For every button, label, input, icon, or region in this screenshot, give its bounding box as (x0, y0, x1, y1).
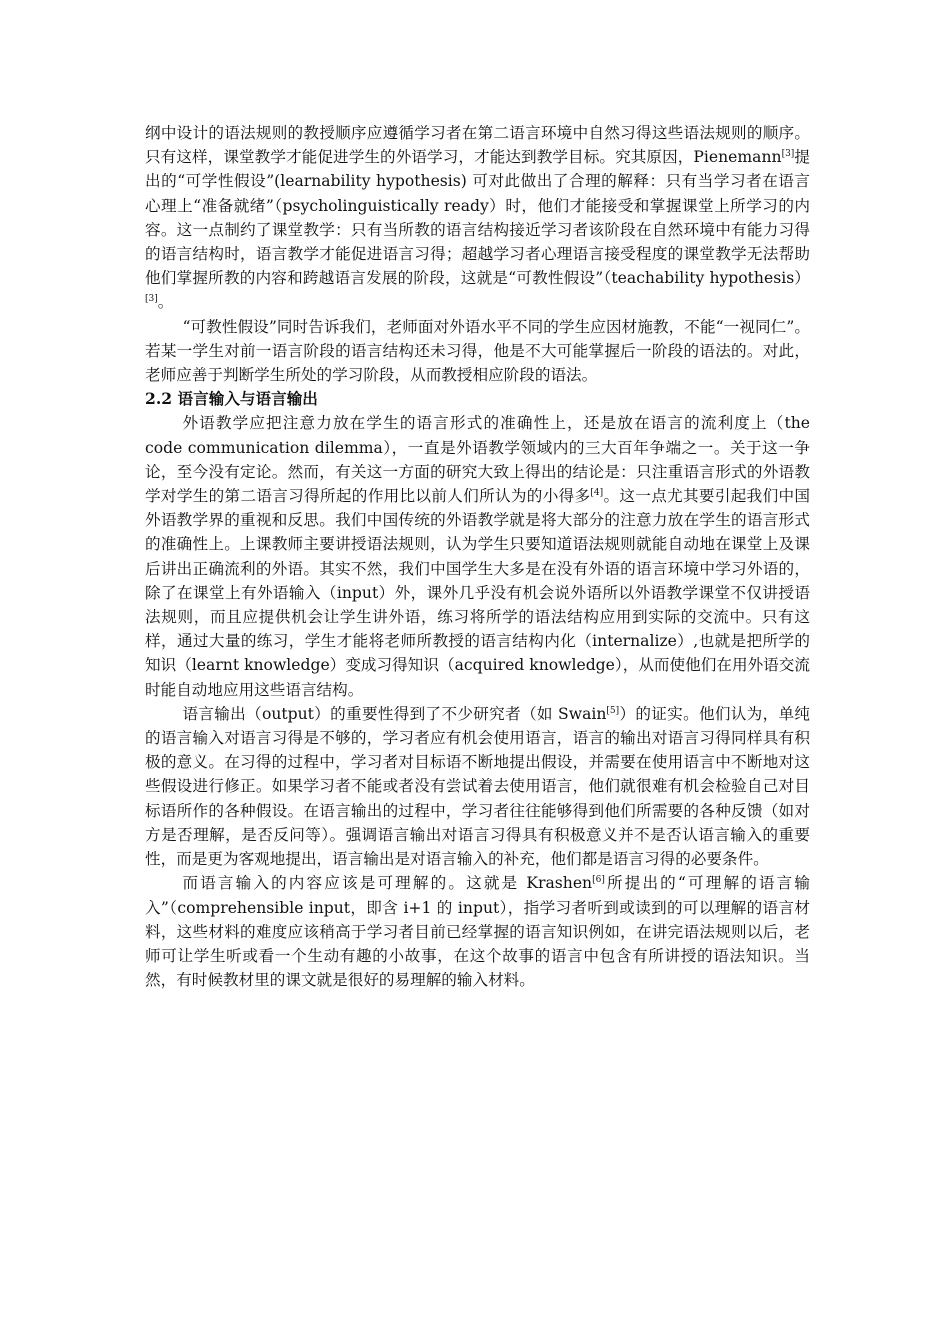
section-heading (145, 387, 810, 411)
text-run: “可教性假设”同时告诉我们，老师面对外语水平不同的学生应因材施教，不能“一视同仁”。若某一学生对前一语言阶段的语言结构还未习得，他是不大可能掌握后一阶段的语法的。对此，老师应善于判断学生所处的学习阶段，从而教授相应阶段的语法。 (145, 317, 810, 385)
text-run: 所提出的“可理解的语言输入”（comprehensible input，即含 i+1 的 input），指学习者听到或读到的可以理解的语言材料，这些材料的难度应该稍高于学习者目前已经掌握的语言知识例如，在讲完语法规则以后，老师可让学生听或看一个生动有趣的小故事，在这个故事的语言中包含有所讲授的语法知识。当然，有时候教材里的课文就是很好的易理解的输入材料。 (145, 874, 810, 990)
text-run: 纲中设计的语法规则的教授顺序应遵循学习者在第二语言环境中自然习得这些语法规则的顺序。只有这样，课堂教学才能促进学生的外语学习，才能达到教学目标。究其原因，Pienemann (145, 124, 810, 167)
body-paragraph (145, 315, 810, 388)
citation-ref: [3] (145, 294, 158, 305)
text-run: 。这一点尤其要引起我们中国外语教学界的重视和反思。我们中国传统的外语教学就是将大部分的注意力放在学生的语言形式的准确性上。上课教师主要讲授语法规则，认为学生只要知道语法规则就能自动地在课堂上及课后讲出正确流利的外语。其实不然，我们中国学生大多是在没有外语的语言环境中学习外语的，除了在课堂上有外语输入（input）外，课外几乎没有机会说外语所以外语教学课堂不仅讲授语法规则，而且应提供机会让学生讲外语，练习将所学的语法结构应用到实际的交流中。只有这样，通过大量的练习，学生才能将老师所教授的语言结构内化（internalize）,也就是把所学的知识（learnt knowledge）变成习得知识（acquired knowledge），从而使他们在用外语交流时能自动地应用这些语言结构。 (145, 487, 810, 699)
body-paragraph (145, 411, 810, 701)
body-paragraph (145, 121, 810, 315)
document-page (145, 121, 810, 992)
citation-ref: [5] (606, 705, 620, 716)
text-run: 提出的“可学性假设”(learnability hypothesis) 可对此做出了合理的解释：只有当学习者在语言心理上“准备就绪”（psycholinguistically ready）时，他们才能接受和掌握课堂上所学习的内容。这一点制约了课堂教学：只有当所教的语言结构接近学习者该阶段在自然环境中有能力习得的语言结构时，语言教学才能促进语言习得；超越学习者心理语言接受程度的课堂教学无法帮助他们掌握所教的内容和跨越语言发展的阶段，这就是“可教性假设”（teachability hypothesis） (145, 148, 810, 288)
text-run: ）的证实。他们认为，单纯的语言输入对语言习得是不够的，学习者应有机会使用语言，语言的输出对语言习得同样具有积极的意义。在习得的过程中，学习者对目标语不断地提出假设，并需要在使用语言中不断地对这些假设进行修正。如果学习者不能或者没有尝试着去使用语言，他们就很难有机会检验自己对目标语所作的各种假设。在语言输出的过程中，学习者往往能够得到他们所需要的各种反馈（如对方是否理解，是否反问等）。强调语言输出对语言习得具有积极意义并不是否认语言输入的重要性，而是更为客观地提出，语言输出是对语言输入的补充，他们都是语言习得的必要条件。 (145, 704, 810, 869)
text-run: 2.2 语言输入与语言输出 (145, 389, 318, 409)
citation-ref: [6] (592, 875, 605, 886)
text-run: 而语言输入的内容应该是可理解的。这就是 Krashen (182, 874, 593, 893)
body-paragraph (145, 871, 810, 992)
text-run: 外语教学应把注意力放在学生的语言形式的准确性上，还是放在语言的流利度上（the code communication dilemma），一直是外语教学领域内的三大百年争端之一。关于这一争论，至今没有定论。然而，有关这一方面的研究大致上得出的结论是：只注重语言形式的外语教学对学生的第二语言习得所起的作用比以前人们所认为的小得多 (145, 414, 810, 506)
text-run: 语言输出（output）的重要性得到了不少研究者（如 Swain (182, 704, 607, 723)
citation-ref: [4] (590, 487, 604, 498)
text-run: 。 (157, 293, 174, 312)
citation-ref: [3] (781, 149, 795, 160)
body-paragraph (145, 702, 810, 871)
